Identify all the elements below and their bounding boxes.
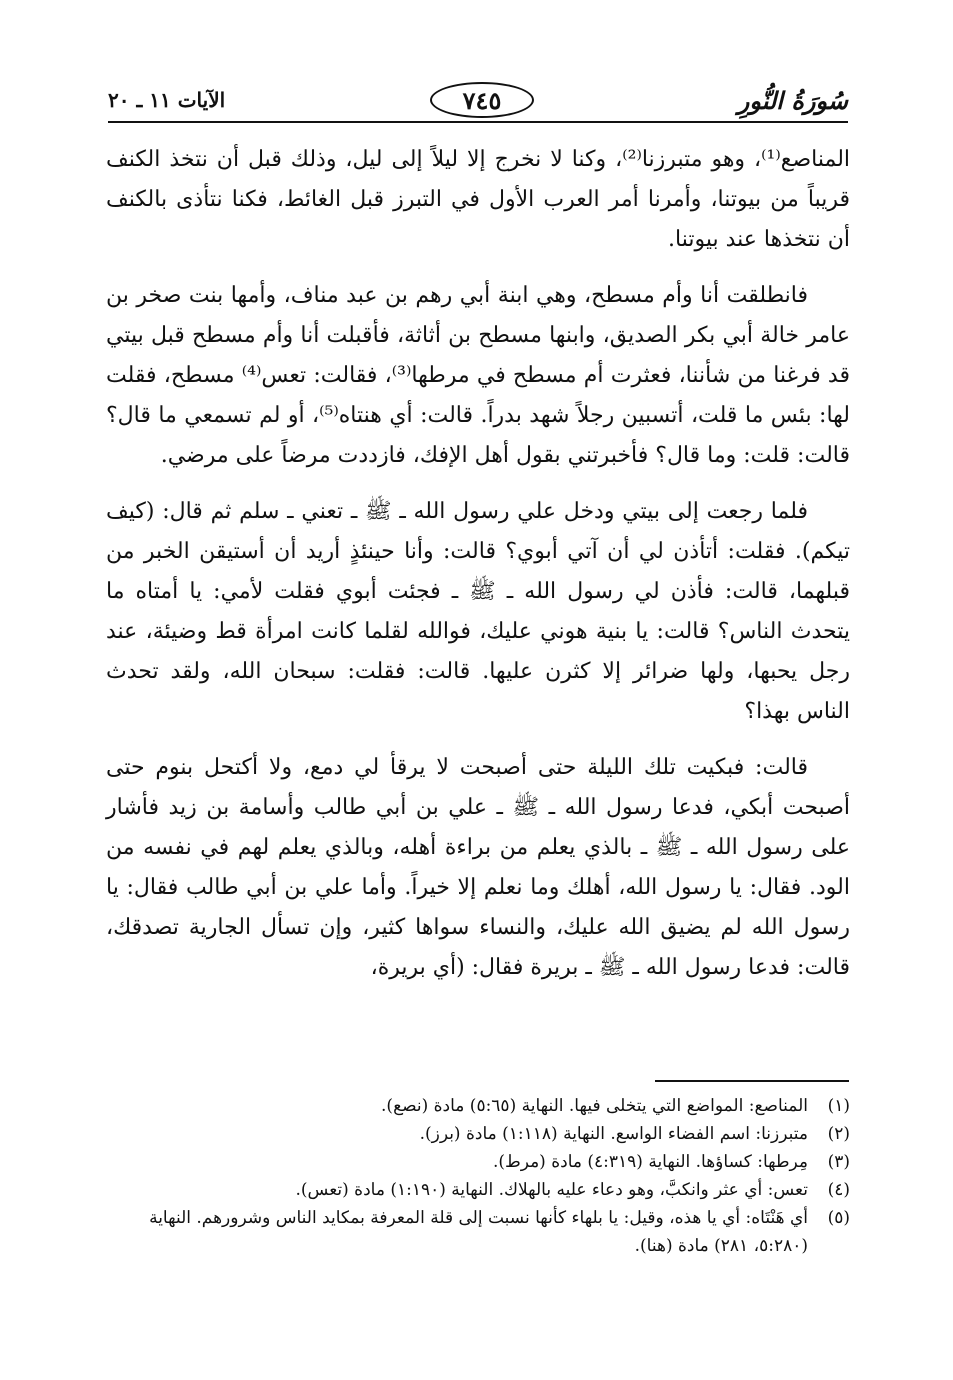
footnote-number: (٤): [827, 1180, 850, 1200]
paragraph: المناصع⁽¹⁾، وهو متبرزنا⁽²⁾، وكنا لا نخرج إلا ليلاً إلى ليل، وذلك قبل أن نتخذ الكنف قريباً من بيوتنا، وأمرنا أمر العرب الأول في التبرز قبل الغائط، فكنا نتأذى بالكنف أن نتخذها عند بيوتنا.: [106, 147, 851, 252]
footnote: [106, 1148, 850, 1176]
footnote-text: المناصع: المواضع التي يتخلى فيها. النهاية (٥:٦٥) مادة (نصع).: [381, 1096, 808, 1116]
footnote-number: (٢): [827, 1124, 850, 1144]
footnote: [106, 1204, 850, 1260]
page-header: [108, 82, 848, 122]
footnote-text: تعس: أي عثر وانكبَّ، وهو دعاء عليه بالهلاك. النهاية (١:١٩٠) مادة (تعس).: [295, 1180, 808, 1200]
surah-title: سُورَةُ النُّورِ: [737, 86, 848, 115]
footnote-text: مِرطها: كساؤها. النهاية (٤:٣١٩) مادة (مرط).: [492, 1152, 808, 1172]
footnote: [106, 1176, 850, 1204]
footnotes: [106, 1092, 850, 1260]
paragraph: فانطلقت أنا وأم مسطح، وهي ابنة أبي رهم بن عبد مناف، وأمها بنت صخر بن عامر خالة أبي بكر الصديق، وابنها مسطح بن أثاثة، فأقبلت أنا وأم مسطح قبل بيتي قد فرغنا من شأننا، فعثرت أم مسطح في مرطها⁽³⁾، فقالت: تعس⁽⁴⁾ مسطح، فقلت لها: بئس ما قلت، أتسبين رجلاً شهد بدراً. قالت: أي هنتاه⁽⁵⁾، أو لم تسمعي ما قال؟ قالت: قلت: وما قال؟ فأخبرتني بقول أهل الإفك، فازددت مرضاً على مرضي.: [106, 283, 851, 468]
footnote-number: (١): [827, 1096, 850, 1116]
footnote-number: (٣): [827, 1152, 850, 1172]
footnote: [106, 1120, 850, 1148]
page-number: ٧٤٥: [430, 82, 534, 118]
ayat-range: الآيات ١١ ـ ٢٠: [108, 88, 226, 112]
footnote-number: (٥): [827, 1208, 850, 1228]
footnote-divider: [655, 1080, 849, 1082]
paragraph: فلما رجعت إلى بيتي ودخل علي رسول الله ـ ﷺ ـ تعني ـ سلم ثم قال: (كيف تيكم). فقلت: أتأذن لي أن آتي أبوي؟ قالت: وأنا حينئذٍ أريد أن أستيقن الخبر من قبلهما، قالت: فأذن لي رسول الله ـ ﷺ ـ فجئت أبوي فقلت لأمي: يا أمتاه ما يتحدث الناس؟ قالت: يا بنية هوني عليك، فوالله لقلما كانت امرأة قط وضيئة، عند رجل يحبها، ولها ضرائر إلا كثرن عليها. قالت: فقلت: سبحان الله، ولقد تحدث الناس بهذا؟: [106, 499, 850, 724]
main-text: [106, 140, 850, 1004]
header-divider: [108, 121, 848, 123]
footnote-text: أي هَنْتَاه: أي يا هذه، وقيل: يا بلهاء كأنها نسبت إلى قلة المعرفة بمكايد الناس وشرورهم. النهاية (٥:٢٨٠، ٢٨١) مادة (هنا).: [149, 1208, 808, 1256]
paragraph: قالت: فبكيت تلك الليلة حتى أصبحت لا يرقأ لي دمع، ولا أكتحل بنوم حتى أصبحت أبكي، فدعا رسول الله ـ ﷺ ـ علي بن أبي طالب وأسامة بن زيد فأشار على رسول الله ـ ﷺ ـ بالذي يعلم من براءة أهله، وبالذي يعلم لهم في نفسه من الود. فقال: يا رسول الله، أهلك وما نعلم إلا خيراً. وأما علي بن أبي طالب فقال: يا رسول الله لم يضيق الله عليك، والنساء سواها كثير، وإن تسأل الجارية تصدقك، قالت: فدعا رسول الله ـ ﷺ ـ بريرة فقال: (أي بريرة،: [106, 755, 850, 980]
footnote: [106, 1092, 850, 1120]
footnote-text: متبرزنا: اسم الفضاء الواسع. النهاية (١:١١٨) مادة (برز).: [419, 1124, 808, 1144]
